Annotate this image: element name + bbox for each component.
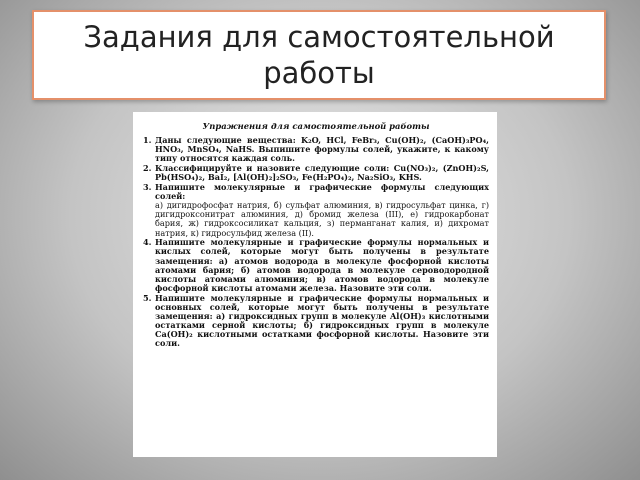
task-text: Напишите молекулярные и графические формулы нормальных и основных солей, которые могут быть получены в результате замещения: а) гидроксидных групп в молекуле Al(OH)₃ кислотными остатками серной кислоты; б) гидроксидных групп в молекуле Ca(OH)₂ кислотными остатками фосфорной кислоты. Назовите эти соли. — [155, 292, 489, 349]
task-text: Напишите молекулярные и графические формулы следующих солей: — [155, 181, 489, 201]
task-number: 2. — [143, 162, 152, 173]
task-number: 1. — [143, 135, 152, 145]
slide-title-box — [32, 10, 606, 100]
task-item — [143, 136, 489, 163]
task-subitems: а) дигидрофосфат натрия, б) сульфат алюминия, в) гидросульфат цинка, г) дигидроксонитрат алюминия, д) бромид железа (III), е) гидрокарбонат бария, ж) гидроксосиликат кальция, з) перманганат калия, и) дихромат натрия, к) гидросульфид железа (II). — [155, 200, 489, 238]
task-number: 5. — [143, 292, 152, 303]
worksheet-heading: Упражнения для самостоятельной работы — [202, 121, 430, 131]
task-number: 4. — [143, 237, 152, 248]
task-item — [143, 238, 489, 293]
task-text: Напишите молекулярные и графические формулы нормальных и кислых солей, которые могут быть получены в результате замещения: а) атомов водорода в молекуле фосфорной кислоты атомами бария; б) атомов водорода в молекуле сероводородной кислоты атомами алюминия; в) атомов водорода в молекуле фосфорной кислоты атомами железа. Назовите эти соли. — [155, 237, 489, 293]
task-text: Даны следующие вещества: K₂O, HCl, FeBr₃, Cu(OH)₂, (CaOH)₃PO₄, HNO₃, MnSO₄, NaHS. Выпишите формулы солей, укажите, к какому типу относятся каждая соль. — [155, 135, 489, 164]
task-item — [143, 294, 489, 349]
slide-title: Задания для самостоятельной работы — [83, 20, 555, 90]
task-item — [143, 183, 489, 238]
task-number: 3. — [143, 181, 152, 192]
task-text: Классифицируйте и назовите следующие соли: Cu(NO₃)₂, (ZnOH)₂S, Pb(HSO₄)₂, BaI₂, [Al(OH)₂]₂SO₃, Fe(H₂PO₄)₂, Na₂SiO₃, KHS. — [155, 162, 489, 183]
task-item — [143, 164, 489, 182]
worksheet-scan — [133, 112, 497, 457]
